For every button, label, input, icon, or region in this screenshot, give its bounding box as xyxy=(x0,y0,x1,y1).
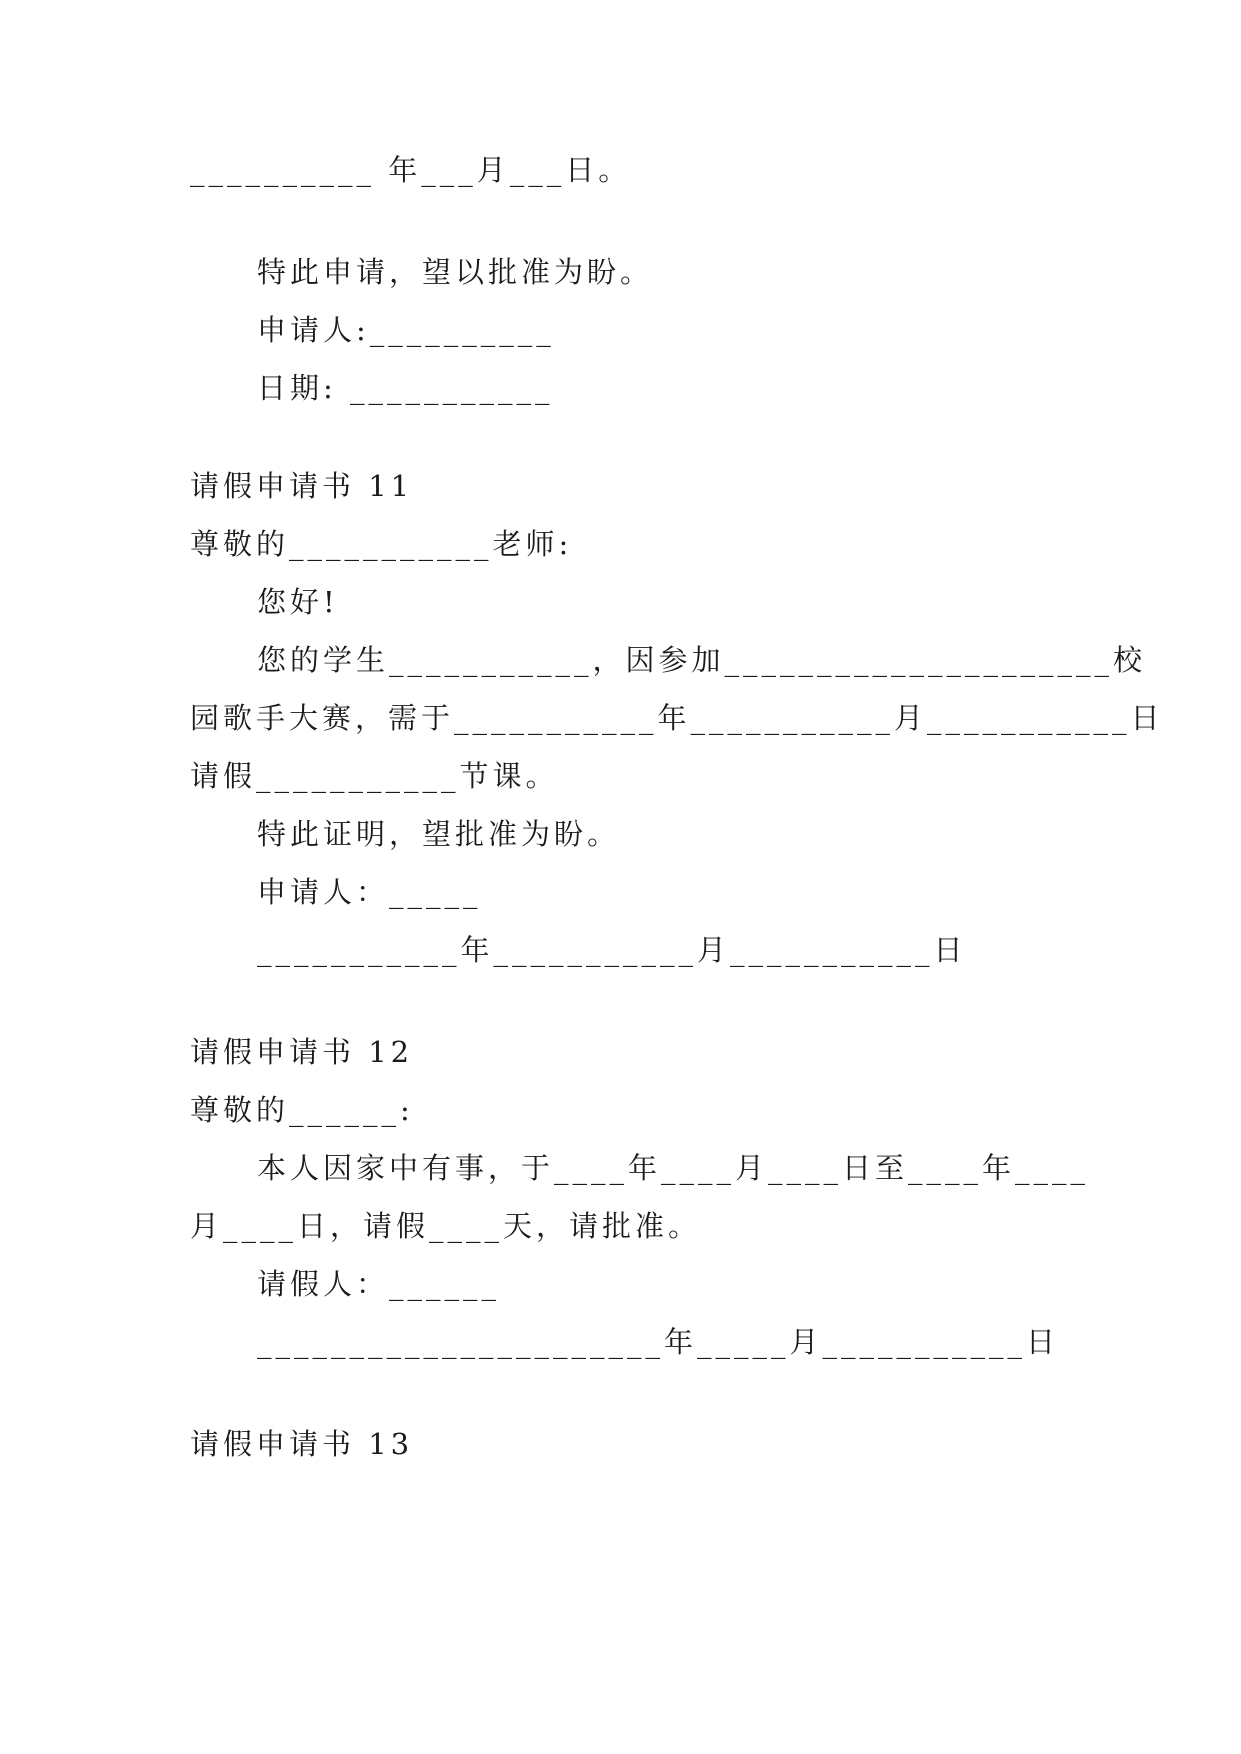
applicant-line: 申请人:__________ xyxy=(257,313,555,347)
body-line-12b: 月____日，请假____天，请批准。 xyxy=(190,1209,702,1243)
body-line-11c: 请假___________节课。 xyxy=(190,759,559,793)
date-12: ______________________年_____月___________日 xyxy=(257,1325,1060,1359)
applicant-12: 请假人：______ xyxy=(257,1267,501,1301)
applicant-11: 申请人：_____ xyxy=(257,875,482,909)
date-line: 日期: ___________ xyxy=(257,371,554,405)
section-title-12: 请假申请书 12 xyxy=(190,1035,414,1069)
section-title-13: 请假申请书 13 xyxy=(190,1427,414,1461)
salutation-12: 尊敬的______: xyxy=(190,1093,414,1127)
closing-11: 特此证明，望批准为盼。 xyxy=(257,817,621,851)
closing-request: 特此申请，望以批准为盼。 xyxy=(257,255,654,289)
body-line-11a: 您的学生___________，因参加_____________________校 xyxy=(257,643,1147,677)
body-line-12a: 本人因家中有事，于____年____月____日至____年____ xyxy=(257,1151,1090,1185)
section-title-11: 请假申请书 11 xyxy=(190,469,414,503)
greeting-11: 您好! xyxy=(257,585,339,619)
salutation-11: 尊敬的___________老师: xyxy=(190,527,573,561)
body-line-11b: 园歌手大赛，需于___________年___________月___________日 xyxy=(190,701,1164,735)
date-line-fragment: __________ 年___月___日。 xyxy=(190,153,632,187)
date-11: ___________年___________月___________日 xyxy=(257,933,967,967)
